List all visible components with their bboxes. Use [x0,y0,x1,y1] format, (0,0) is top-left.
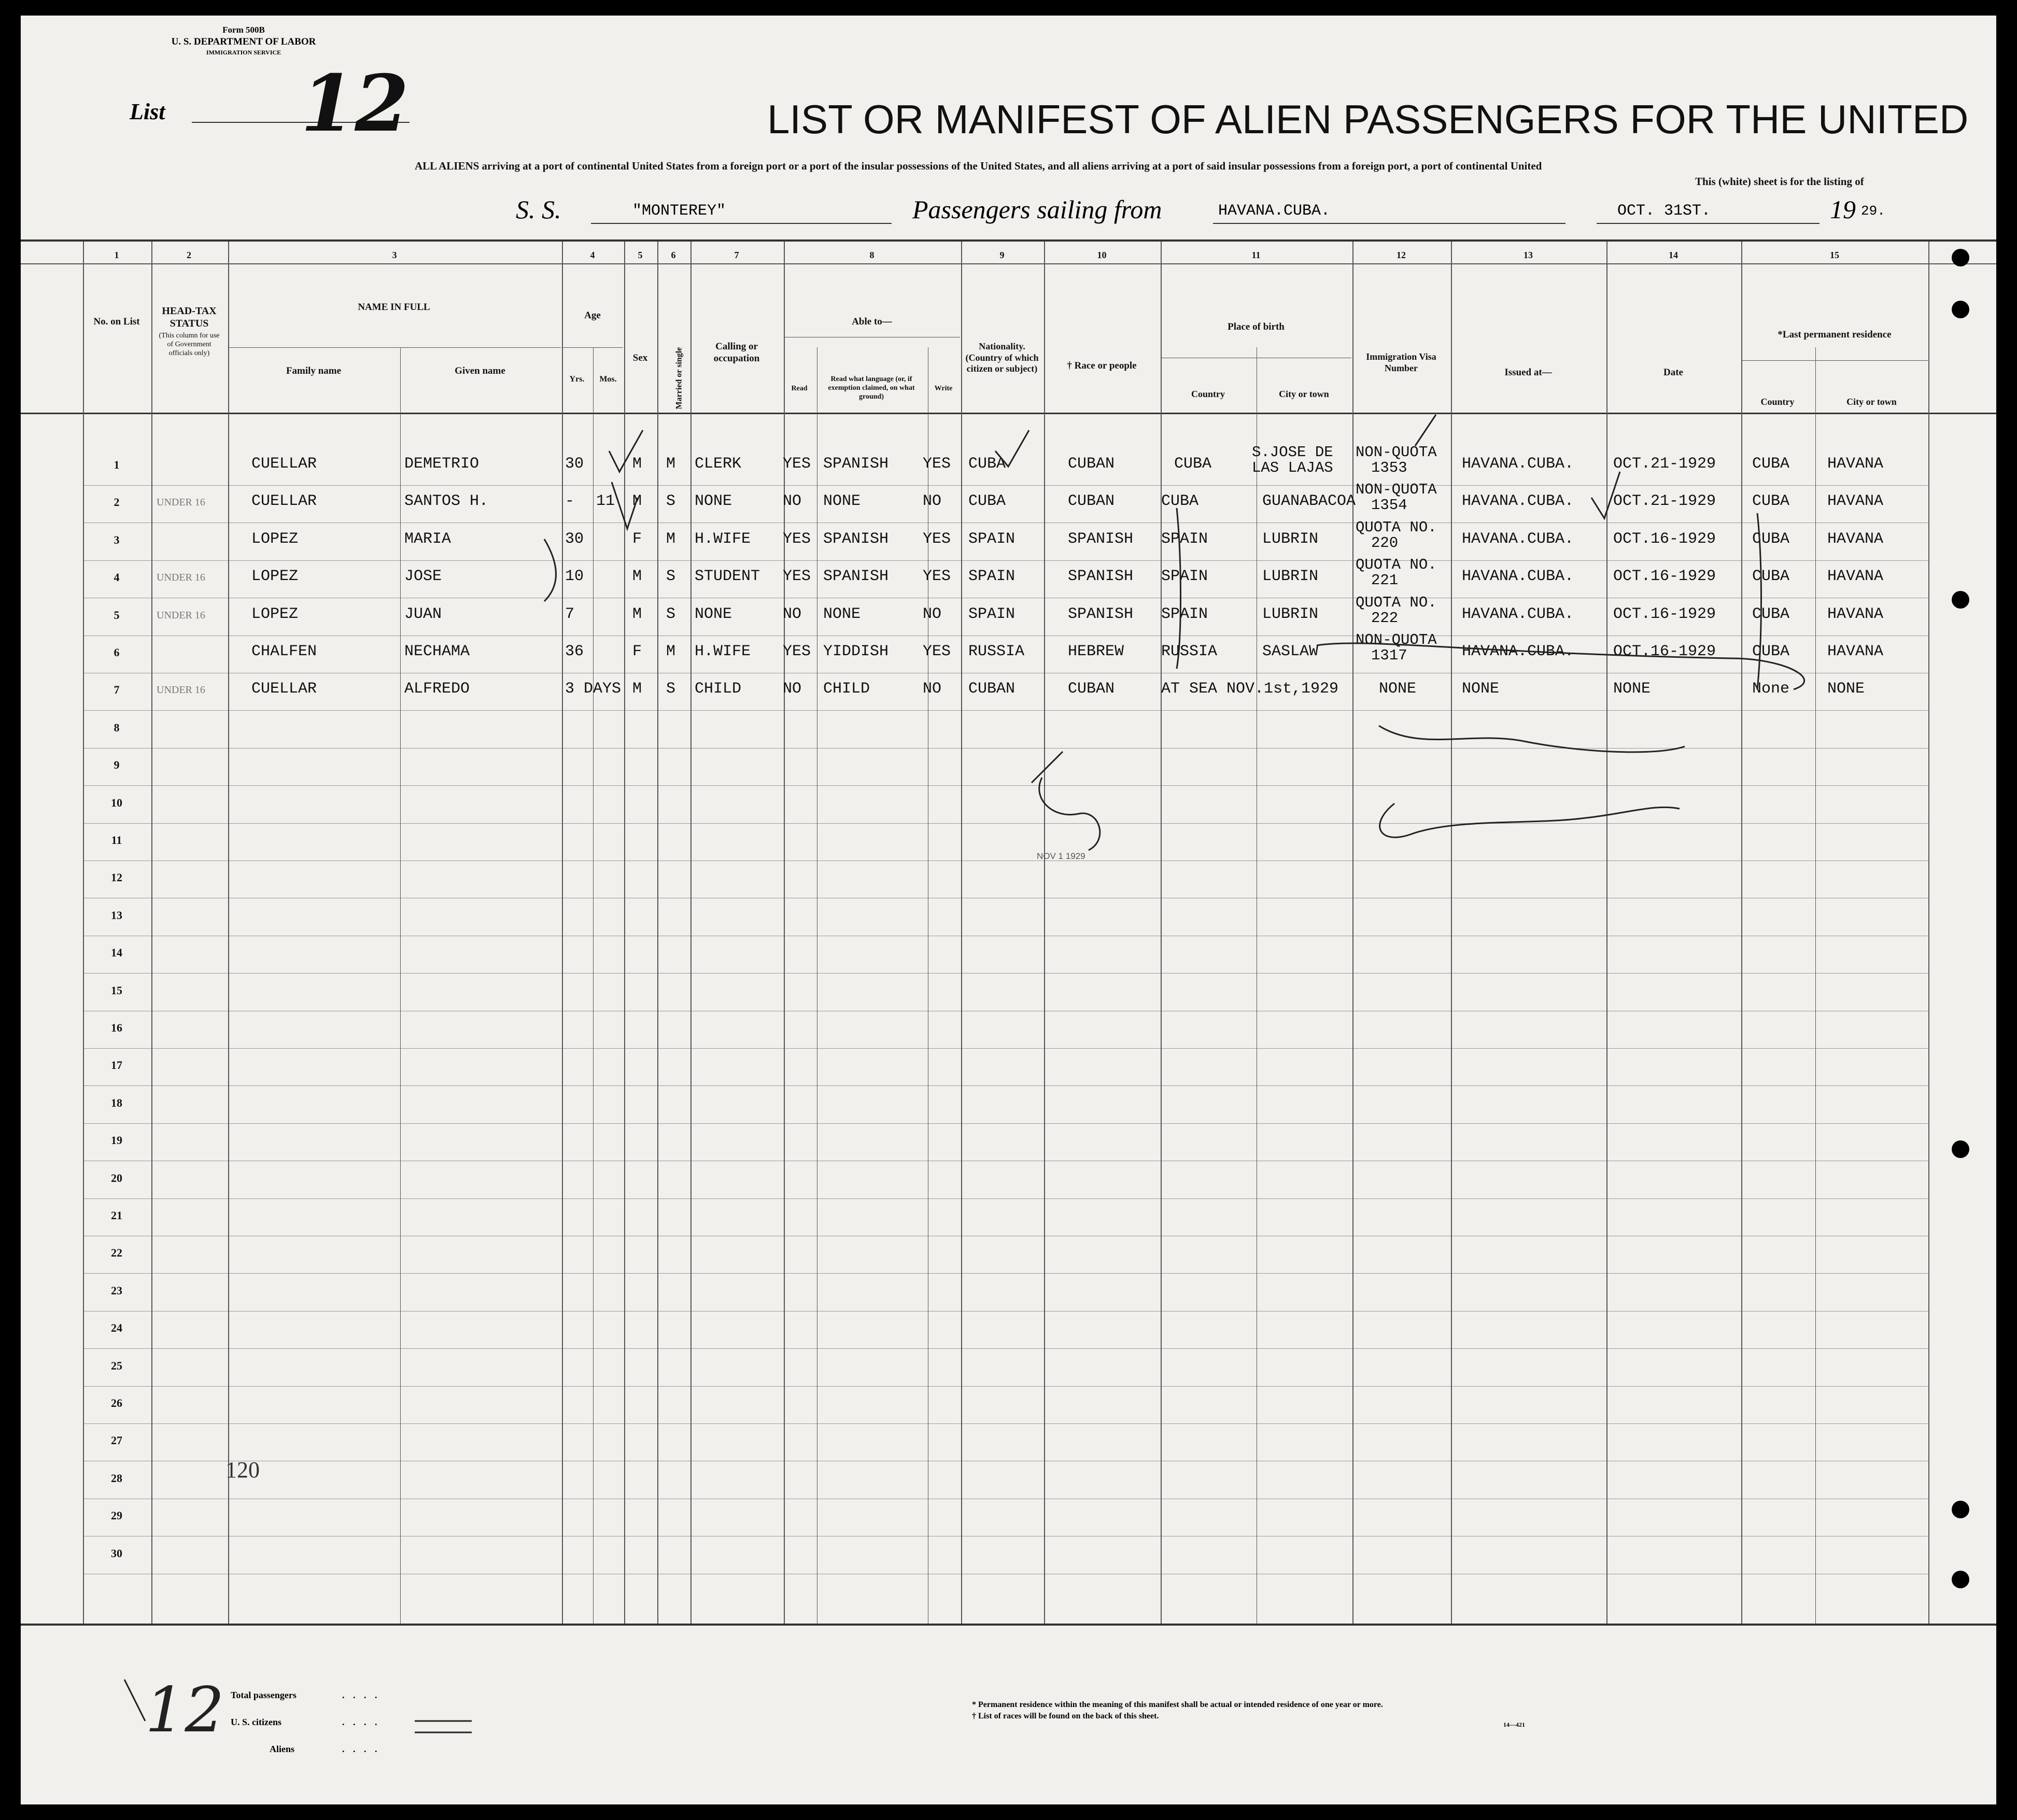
family-name: LOPEZ [251,530,299,548]
can-write: YES [923,530,951,548]
header-place-of-birth: Place of birth [1228,321,1285,332]
header-read-language: Read what language (or, if exemption claimed, on what ground) [828,375,915,401]
row-number: 9 [114,758,120,772]
sex: M [632,680,642,698]
row-number: 25 [111,1359,122,1372]
issue-date: NONE [1613,680,1651,698]
row-number: 4 [114,571,120,584]
birth-city: LUBRIN [1262,568,1319,586]
residence-country: CUBA [1752,643,1790,660]
birth-city: SASLAW [1262,643,1319,660]
departure-date: OCT. 31ST. [1617,202,1711,220]
age-years: 3 DAYS [565,680,622,698]
row-number: 22 [111,1246,122,1260]
visa-number: NON-QUOTA [1356,444,1437,461]
col-num-2: 2 [187,250,191,260]
read-language: SPANISH [823,455,889,473]
stamp-number: 120 [225,1457,260,1483]
vertical-stroke-birth [1177,508,1181,669]
read-language: CHILD [823,680,870,698]
nationality: SPAIN [968,605,1015,623]
row-number: 13 [111,908,122,922]
header-res-country: Country [1760,397,1795,407]
occupation: CLERK [695,455,742,473]
manifest-title: LIST OR MANIFEST OF ALIEN PASSENGERS FOR THE UNITED [767,96,1969,142]
footer-count: 12 [145,1674,224,1746]
row-number: 26 [111,1396,122,1409]
row-number: 2 [114,496,120,509]
row-number: 7 [114,683,120,697]
header-read: Read [791,385,808,392]
married-or-single: S [666,492,676,511]
can-write: NO [923,605,942,623]
row-number: 23 [111,1283,122,1297]
issue-date: OCT.21-1929 [1613,492,1716,511]
residence-country: CUBA [1752,492,1790,511]
married-or-single: M [666,455,676,473]
departure-port: HAVANA.CUBA. [1218,202,1331,220]
residence-city: HAVANA [1827,492,1884,511]
birth-city: LUBRIN [1262,605,1319,623]
sex: F [632,530,642,548]
occupation: H.WIFE [695,530,751,548]
list-label: List [130,99,165,124]
sailing-label: Passengers sailing from [912,195,1162,224]
header-write: Write [934,385,953,392]
header-last-residence: *Last permanent residence [1778,329,1892,340]
visa-number: NONE [1379,680,1417,698]
form-number: Form 500B [222,25,265,35]
age-years: 10 [565,568,584,586]
age-months: 11 [596,492,615,511]
check-mark-5 [1415,415,1436,446]
row-number: 1 [114,458,120,471]
residence-country: CUBA [1752,568,1790,586]
can-read: YES [783,530,811,548]
col-num-12: 12 [1397,250,1406,260]
residence-city: HAVANA [1827,643,1884,660]
sex: M [632,492,642,511]
issue-date: OCT.16-1929 [1613,643,1716,660]
bracket-stroke [544,539,556,601]
row-number: 19 [111,1134,122,1147]
can-write: YES [923,643,951,660]
head-tax-status: UNDER 16 [157,684,205,696]
birth-city: LUBRIN [1262,530,1319,548]
col-num-13: 13 [1524,250,1533,260]
year-prefix: 19 [1830,195,1856,224]
header-calling: Calling or occupation [713,341,760,364]
birth-city: GUANABACOA [1262,492,1356,511]
visa-number: QUOTA NO. [1356,518,1437,536]
manifest-sheet [21,16,1996,1804]
can-read: YES [783,568,811,586]
header-married: Married or single [674,347,684,410]
col-num-10: 10 [1097,250,1107,260]
residence-city: HAVANA [1827,568,1884,586]
issued-at: HAVANA.CUBA. [1462,643,1574,660]
residence-city: HAVANA [1827,455,1884,473]
row-number: 27 [111,1434,122,1447]
binder-hole-6 [1952,1571,1969,1588]
age-years: - [565,492,575,511]
row-number: 12 [111,871,122,884]
binder-hole-5 [1952,1501,1969,1518]
birth-city: LAS LAJAS [1252,459,1333,476]
col-num-9: 9 [999,250,1005,260]
header-birth-country: Country [1191,389,1225,399]
given-name: NECHAMA [404,643,470,660]
check-mark-1 [609,430,643,472]
given-name: MARIA [404,530,452,548]
residence-city: NONE [1827,680,1865,698]
row-number: 5 [114,608,120,622]
row-number: 3 [114,533,120,546]
col-num-3: 3 [392,250,397,260]
header-sex: Sex [632,352,648,363]
year-suffix: 29. [1861,203,1885,219]
married-or-single: M [666,643,676,660]
header-visa-number: Immigration Visa Number [1366,351,1436,373]
issued-at: HAVANA.CUBA. [1462,530,1574,548]
can-write: NO [923,492,942,511]
inspector-date-stamp: NOV 1 1929 [1037,851,1085,861]
row-number: 29 [111,1509,122,1522]
family-name: CHALFEN [251,643,317,660]
row-number: 16 [111,1021,122,1034]
footer-note-2: † List of races will be found on the back of this sheet. [972,1712,1159,1720]
visa-number: NON-QUOTA [1356,481,1437,499]
occupation: NONE [695,605,732,623]
col-num-14: 14 [1669,250,1678,260]
vertical-stroke-residence [1757,513,1761,689]
nationality: SPAIN [968,530,1015,548]
ship-name: "MONTEREY" [632,202,726,220]
binder-hole-1 [1952,249,1969,266]
issued-at: HAVANA.CUBA. [1462,568,1574,586]
nationality: SPAIN [968,568,1015,586]
col-num-8: 8 [869,250,874,260]
family-name: LOPEZ [251,605,299,623]
visa-number: QUOTA NO. [1356,594,1437,611]
col-num-6: 6 [671,250,676,260]
given-name: JUAN [404,605,442,623]
binder-hole-2 [1952,301,1969,318]
race-or-people: SPANISH [1068,605,1134,623]
family-name: CUELLAR [251,492,317,511]
birth-country: SPAIN [1161,568,1208,586]
col-num-4: 4 [590,250,595,260]
header-family-name: Family name [286,365,342,376]
sex: M [632,455,642,473]
can-read: YES [783,455,811,473]
residence-city: HAVANA [1827,530,1884,548]
row-number: 28 [111,1471,122,1485]
race-or-people: SPANISH [1068,530,1134,548]
footer-underlines [415,1721,472,1732]
footer-aliens: Aliens [270,1744,295,1754]
col-num-1: 1 [114,250,119,260]
note-stroke [1317,643,1804,689]
occupation: STUDENT [695,568,760,586]
read-language: NONE [823,492,861,511]
subtitle-line1: ALL ALIENS arriving at a port of continental United States from a foreign port or a port of the insular possessions of the United States, and all aliens arriving at a port of said insular possessions from a foreign port, a port of continental United [415,160,1542,172]
row-number: 10 [111,796,122,809]
birth-country: CUBA [1174,455,1212,473]
check-mark-2 [612,482,638,529]
footer-tick [124,1680,145,1721]
read-language: SPANISH [823,568,889,586]
header-nationality: Nationality. (Country of which citizen or subject) [965,341,1039,374]
row-number: 11 [111,834,122,846]
age-years: 7 [565,605,575,623]
head-tax-status: UNDER 16 [157,609,205,621]
read-language: YIDDISH [823,643,889,660]
row-number: 17 [111,1059,122,1072]
footer-total-passengers: Total passengers [231,1690,297,1700]
row-number: 8 [114,721,120,734]
check-mark-4 [1591,472,1620,518]
nationality: CUBA [968,492,1006,511]
issue-date: OCT.16-1929 [1613,568,1716,586]
given-name: DEMETRIO [404,455,479,473]
residence-country: None [1752,680,1790,698]
married-or-single: S [666,680,676,698]
given-name: SANTOS H. [404,492,489,511]
visa-number: 1353 [1371,459,1407,476]
head-tax-status: UNDER 16 [157,497,205,509]
handwriting-overlay [21,16,1996,1804]
header-no-on-list: No. on List [93,316,140,327]
signature-2 [1380,803,1680,837]
header-able-to: Able to— [852,316,892,327]
row-number: 30 [111,1546,122,1560]
occupation: CHILD [695,680,742,698]
header-birth-city: City or town [1279,389,1329,399]
issued-at: NONE [1462,680,1500,698]
service-label: IMMIGRATION SERVICE [206,49,281,56]
race-or-people: CUBAN [1068,680,1115,698]
footer-dots-1: . . . . [342,1690,380,1700]
family-name: CUELLAR [251,455,317,473]
header-race: † Race or people [1067,360,1137,371]
binder-hole-4 [1952,1140,1969,1158]
can-read: NO [783,492,802,511]
residence-country: CUBA [1752,605,1790,623]
birth-country: SPAIN [1161,530,1208,548]
header-head-tax: HEAD-TAX STATUS [162,305,217,329]
residence-city: HAVANA [1827,605,1884,623]
sex: M [632,605,642,623]
birth-country: RUSSIA [1161,643,1218,660]
list-number: 12 [301,58,409,149]
header-name-in-full: NAME IN FULL [358,302,430,313]
header-yrs: Yrs. [569,375,585,384]
race-or-people: HEBREW [1068,643,1124,660]
race-or-people: CUBAN [1068,455,1115,473]
visa-number: 221 [1371,572,1399,589]
can-write: YES [923,455,951,473]
issue-date: OCT.16-1929 [1613,530,1716,548]
nationality: RUSSIA [968,643,1025,660]
can-write: NO [923,680,942,698]
header-mos: Mos. [599,375,617,384]
married-or-single: S [666,568,676,586]
birth-country: AT SEA NOV.1st,1929 [1161,680,1339,698]
binder-hole-3 [1952,591,1969,609]
col-num-7: 7 [734,250,739,260]
row-number: 24 [111,1321,122,1335]
can-write: YES [923,568,951,586]
visa-number: 1317 [1371,647,1407,664]
married-or-single: M [666,530,676,548]
col-num-5: 5 [638,250,643,260]
footer-us-citizens: U. S. citizens [231,1717,281,1727]
footer-note-1: * Permanent residence within the meaning of this manifest shall be actual or intended residence of one year or more. [972,1700,1383,1709]
age-years: 36 [565,643,584,660]
nationality: CUBA [968,455,1006,473]
visa-number: 220 [1371,534,1399,552]
visa-number: 1354 [1371,497,1407,514]
age-years: 30 [565,455,584,473]
head-tax-status: UNDER 16 [157,572,205,584]
col-num-15: 15 [1830,250,1839,260]
issue-date: OCT.21-1929 [1613,455,1716,473]
given-name: ALFREDO [404,680,470,698]
row-number: 21 [111,1209,122,1222]
birth-city: S.JOSE DE [1252,444,1333,461]
can-read: NO [783,680,802,698]
header-res-city: City or town [1846,397,1897,407]
ss-label: S. S. [516,195,561,224]
footer-dots-3: . . . . [342,1744,380,1754]
visa-number: QUOTA NO. [1356,556,1437,574]
visa-number: 222 [1371,609,1399,627]
residence-country: CUBA [1752,455,1790,473]
issue-date: OCT.16-1929 [1613,605,1716,623]
can-read: YES [783,643,811,660]
inspector-mark [1032,752,1063,783]
header-issued-at: Issued at— [1504,367,1552,378]
header-given-name: Given name [455,365,505,376]
header-age: Age [584,310,601,321]
race-or-people: SPANISH [1068,568,1134,586]
nationality: CUBAN [968,680,1015,698]
age-years: 30 [565,530,584,548]
department-label: U. S. DEPARTMENT OF LABOR [171,36,316,47]
read-language: SPANISH [823,530,889,548]
birth-country: SPAIN [1161,605,1208,623]
birth-country: CUBA [1161,492,1199,511]
sex: M [632,568,642,586]
family-name: LOPEZ [251,568,299,586]
read-language: NONE [823,605,861,623]
row-number: 14 [111,946,122,960]
occupation: NONE [695,492,732,511]
header-head-tax-note: (This column for use of Government officials only) [159,332,220,357]
col-num-11: 11 [1251,250,1261,260]
given-name: JOSE [404,568,442,586]
row-number: 6 [114,646,120,659]
footer-form-code: 14—421 [1503,1721,1525,1728]
race-or-people: CUBAN [1068,492,1115,511]
footer-dots-2: . . . . [342,1717,380,1727]
occupation: H.WIFE [695,643,751,660]
row-number: 15 [111,983,122,997]
check-mark-3 [995,430,1029,467]
row-number: 20 [111,1171,122,1184]
family-name: CUELLAR [251,680,317,698]
signature-1 [1379,726,1685,752]
issued-at: HAVANA.CUBA. [1462,605,1574,623]
can-read: NO [783,605,802,623]
sex: F [632,643,642,660]
row-number: 18 [111,1096,122,1109]
subtitle-line2: This (white) sheet is for the listing of [1695,175,1864,188]
issued-at: HAVANA.CUBA. [1462,492,1574,511]
visa-number: NON-QUOTA [1356,631,1437,648]
residence-country: CUBA [1752,530,1790,548]
inspector-signature [1039,778,1100,850]
married-or-single: S [666,605,676,623]
header-date: Date [1663,367,1683,378]
issued-at: HAVANA.CUBA. [1462,455,1574,473]
